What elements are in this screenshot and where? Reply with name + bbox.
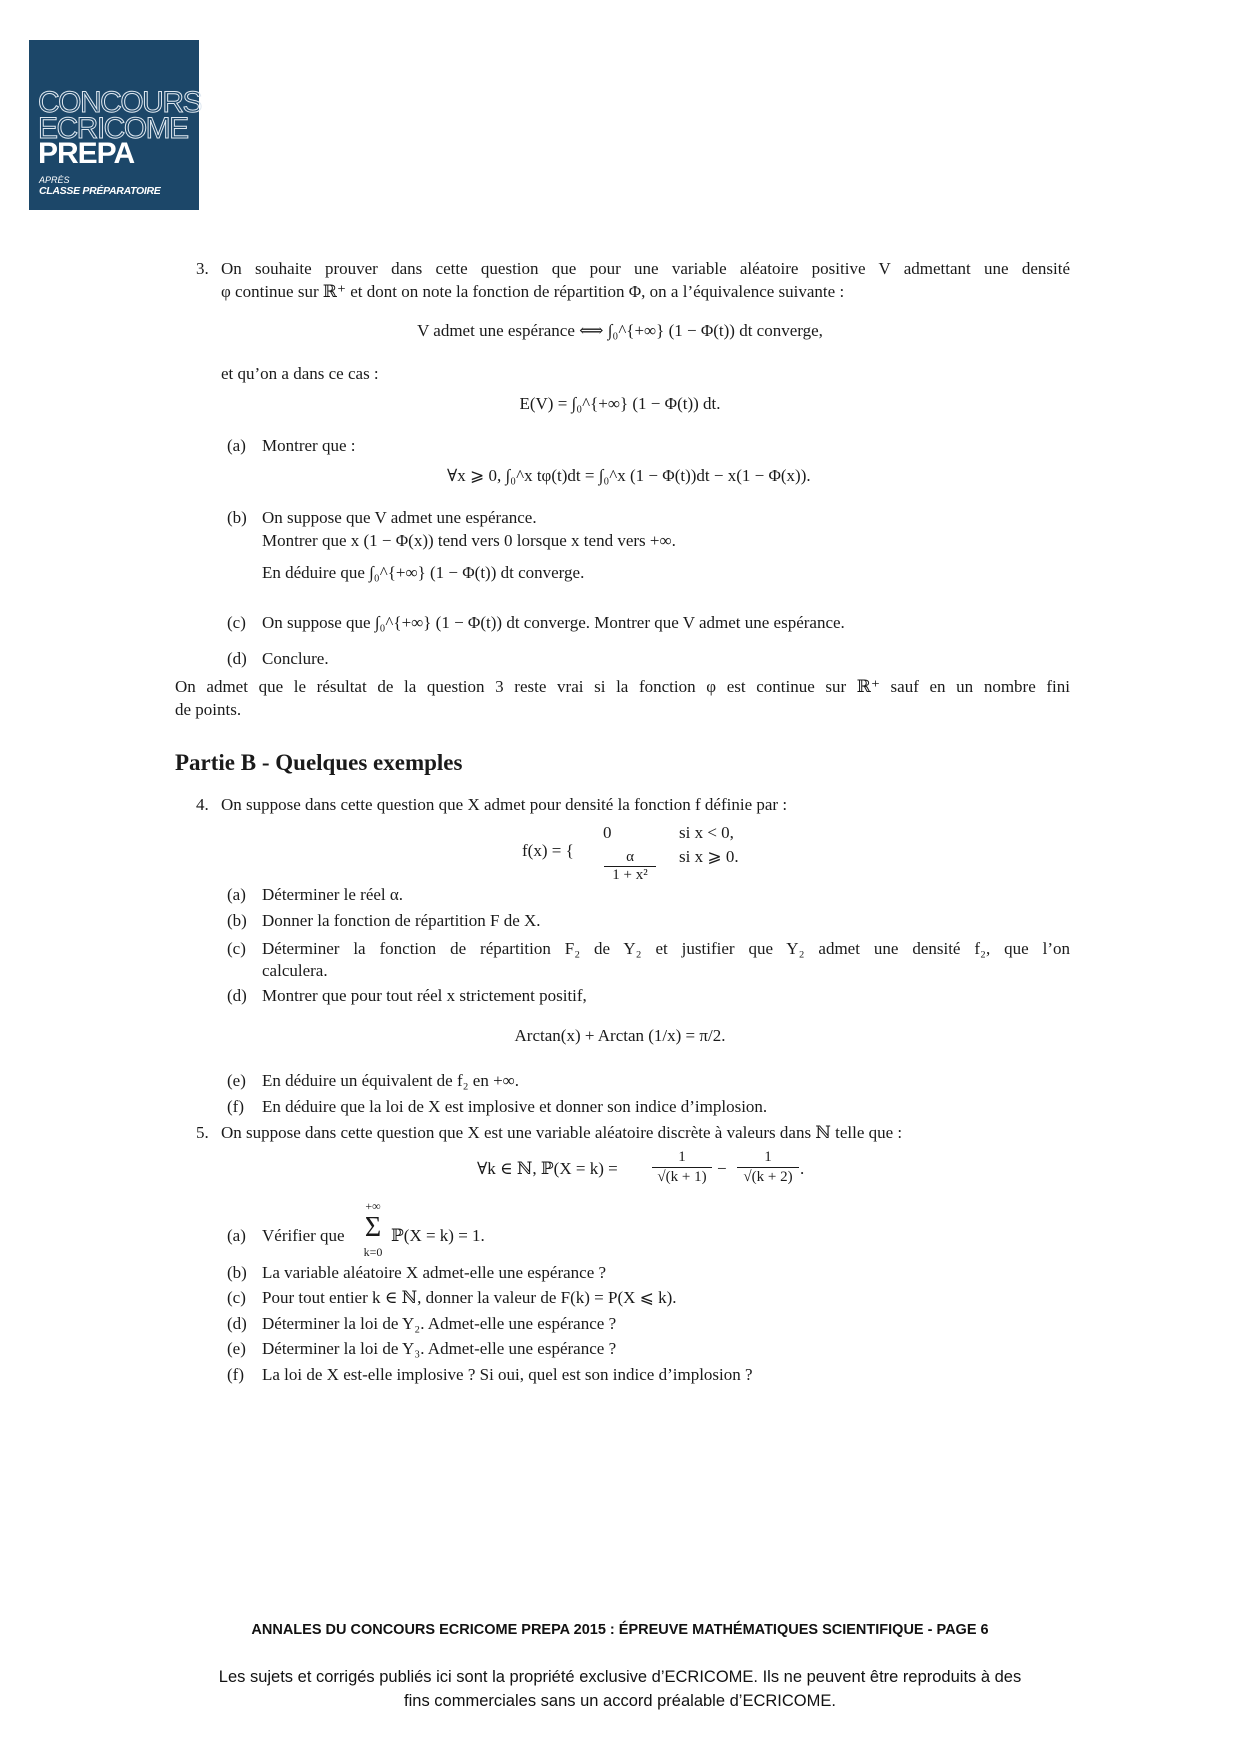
question-3c-label: (c) xyxy=(227,613,246,632)
question-3-intro-line1: On souhaite prouver dans cette question que pour une variable aléatoire positive V admettant une densité xyxy=(221,259,1070,278)
question-4b-text: Donner la fonction de répartition F de X. xyxy=(262,911,541,930)
question-3d-label: (d) xyxy=(227,649,247,668)
question-5d-text: Déterminer la loi de Y₂. Admet-elle une espérance ? xyxy=(262,1314,617,1333)
remark-line1: On admet que le résultat de la question 3 reste vrai si la fonction φ est continue sur ℝ⁺ sauf en un nombre fini xyxy=(175,677,1070,696)
sum-symbol: Σ xyxy=(364,1212,382,1243)
density-case1-value: 0 xyxy=(603,823,612,842)
density-case2-condition: si x ⩾ 0. xyxy=(679,847,739,866)
footer-copyright xyxy=(0,1665,1240,1713)
question-3b-line3: En déduire que ∫₀^{+∞} (1 − Φ(t)) dt converge. xyxy=(262,563,585,582)
logo-line-apres: APRÈS xyxy=(39,175,70,185)
question-5f-text: La loi de X est-elle implosive ? Si oui, quel est son indice d’implosion ? xyxy=(262,1365,753,1384)
equation-arctan-identity: Arctan(x) + Arctan (1/x) = π/2. xyxy=(514,1026,726,1045)
question-4b-label: (b) xyxy=(227,911,247,930)
logo-line-classe-preparatoire: CLASSE PRÉPARATOIRE xyxy=(39,185,161,197)
question-5a-text: Vérifier que xyxy=(262,1226,345,1245)
question-5e-label: (e) xyxy=(227,1339,246,1358)
question-4e-label: (e) xyxy=(227,1071,246,1090)
question-4a-label: (a) xyxy=(227,885,246,904)
footer-copyright-line1: Les sujets et corrigés publiés ici sont la propriété exclusive d’ECRICOME. Ils ne peuvent être reproduits à des xyxy=(218,1668,1022,1686)
question-3-intro-line3: et qu’on a dans ce cas : xyxy=(221,364,379,383)
probability-minus: − xyxy=(717,1159,727,1178)
question-5-number: 5. xyxy=(196,1123,209,1142)
probability-fraction2-denominator: √(k + 2) xyxy=(743,1169,793,1185)
question-5a-label: (a) xyxy=(227,1226,246,1245)
question-4d-text: Montrer que pour tout réel x strictement positif, xyxy=(262,986,587,1005)
question-5b-text: La variable aléatoire X admet-elle une espérance ? xyxy=(262,1263,607,1282)
probability-lhs: ∀k ∈ ℕ, ℙ(X = k) = xyxy=(477,1159,618,1178)
question-4f-label: (f) xyxy=(227,1097,244,1116)
question-3d-text: Conclure. xyxy=(262,649,329,668)
question-3c-text: On suppose que ∫₀^{+∞} (1 − Φ(t)) dt converge. Montrer que V admet une espérance. xyxy=(262,613,845,632)
density-case2-denominator: 1 + x² xyxy=(612,867,648,883)
sum-expression: ℙ(X = k) = 1. xyxy=(391,1226,485,1245)
sum-lower-bound: k=0 xyxy=(363,1245,383,1259)
logo-line-concours: CONCOURS xyxy=(38,86,202,119)
ecricome-logo xyxy=(29,40,202,210)
question-3-intro-line2: φ continue sur ℝ⁺ et dont on note la fonction de répartition Φ, on a l’équivalence suivante : xyxy=(221,282,845,301)
density-case2-numerator: α xyxy=(626,849,634,865)
equation-integration-by-parts: ∀x ⩾ 0, ∫₀^x tφ(t)dt = ∫₀^x (1 − Φ(t))dt − x(1 − Φ(x)). xyxy=(447,466,811,485)
question-3b-label: (b) xyxy=(227,508,247,527)
question-4-intro: On suppose dans cette question que X admet pour densité la fonction f définie par : xyxy=(221,795,788,814)
question-4c-label: (c) xyxy=(227,939,246,958)
equation-esperance-equivalence: V admet une espérance ⟺ ∫₀^{+∞} (1 − Φ(t)) dt converge, xyxy=(417,321,823,340)
question-3-number: 3. xyxy=(196,259,209,278)
question-5d-label: (d) xyxy=(227,1314,247,1333)
remark-line2: de points. xyxy=(175,700,242,719)
question-5c-text: Pour tout entier k ∈ ℕ, donner la valeur de F(k) = P(X ⩽ k). xyxy=(262,1288,677,1307)
question-3b-line2: Montrer que x (1 − Φ(x)) tend vers 0 lorsque x tend vers +∞. xyxy=(262,531,676,550)
density-case1-condition: si x < 0, xyxy=(679,823,734,842)
question-4f-text: En déduire que la loi de X est implosive et donner son indice d’implosion. xyxy=(262,1097,768,1116)
probability-period: . xyxy=(800,1159,805,1178)
question-4e-text: En déduire un équivalent de f₂ en +∞. xyxy=(262,1071,520,1090)
question-4-number: 4. xyxy=(196,795,209,814)
question-3a-label: (a) xyxy=(227,436,246,455)
logo-line-ecricome: ECRICOME xyxy=(38,112,188,145)
logo-line-prepa: PREPA xyxy=(38,137,135,170)
question-3b-line1: On suppose que V admet une espérance. xyxy=(262,508,537,527)
question-5-intro: On suppose dans cette question que X est une variable aléatoire discrète à valeurs dans ℕ telle que : xyxy=(221,1123,903,1142)
question-5f-label: (f) xyxy=(227,1365,244,1384)
question-4c-line1: Déterminer la fonction de répartition F₂ de Y₂ et justifier que Y₂ admet une densité f₂, que l’on xyxy=(262,939,1070,958)
question-5b-label: (b) xyxy=(227,1263,247,1282)
question-5e-text: Déterminer la loi de Y₃. Admet-elle une espérance ? xyxy=(262,1339,617,1358)
question-4d-label: (d) xyxy=(227,986,247,1005)
question-5c-label: (c) xyxy=(227,1288,246,1307)
footer-copyright-line2: fins commerciales sans un accord préalable d’ECRICOME. xyxy=(404,1692,836,1710)
question-4c-line2: calculera. xyxy=(262,961,328,980)
probability-fraction2-numerator: 1 xyxy=(764,1149,772,1165)
probability-fraction1-numerator: 1 xyxy=(678,1149,686,1165)
probability-fraction1-denominator: √(k + 1) xyxy=(657,1169,707,1185)
equation-esperance-value: E(V) = ∫₀^{+∞} (1 − Φ(t)) dt. xyxy=(519,394,721,413)
density-lhs: f(x) = { xyxy=(522,841,574,860)
section-heading-partie-b: Partie B - Quelques exemples xyxy=(175,750,463,775)
sum-upper-bound: +∞ xyxy=(365,1199,381,1213)
footer-page-title: ANNALES DU CONCOURS ECRICOME PREPA 2015 : ÉPREUVE MATHÉMATIQUES SCIENTIFIQUE - PAGE 6 xyxy=(251,1622,989,1638)
question-4a-text: Déterminer le réel α. xyxy=(262,885,404,904)
question-3a-text: Montrer que : xyxy=(262,436,356,455)
